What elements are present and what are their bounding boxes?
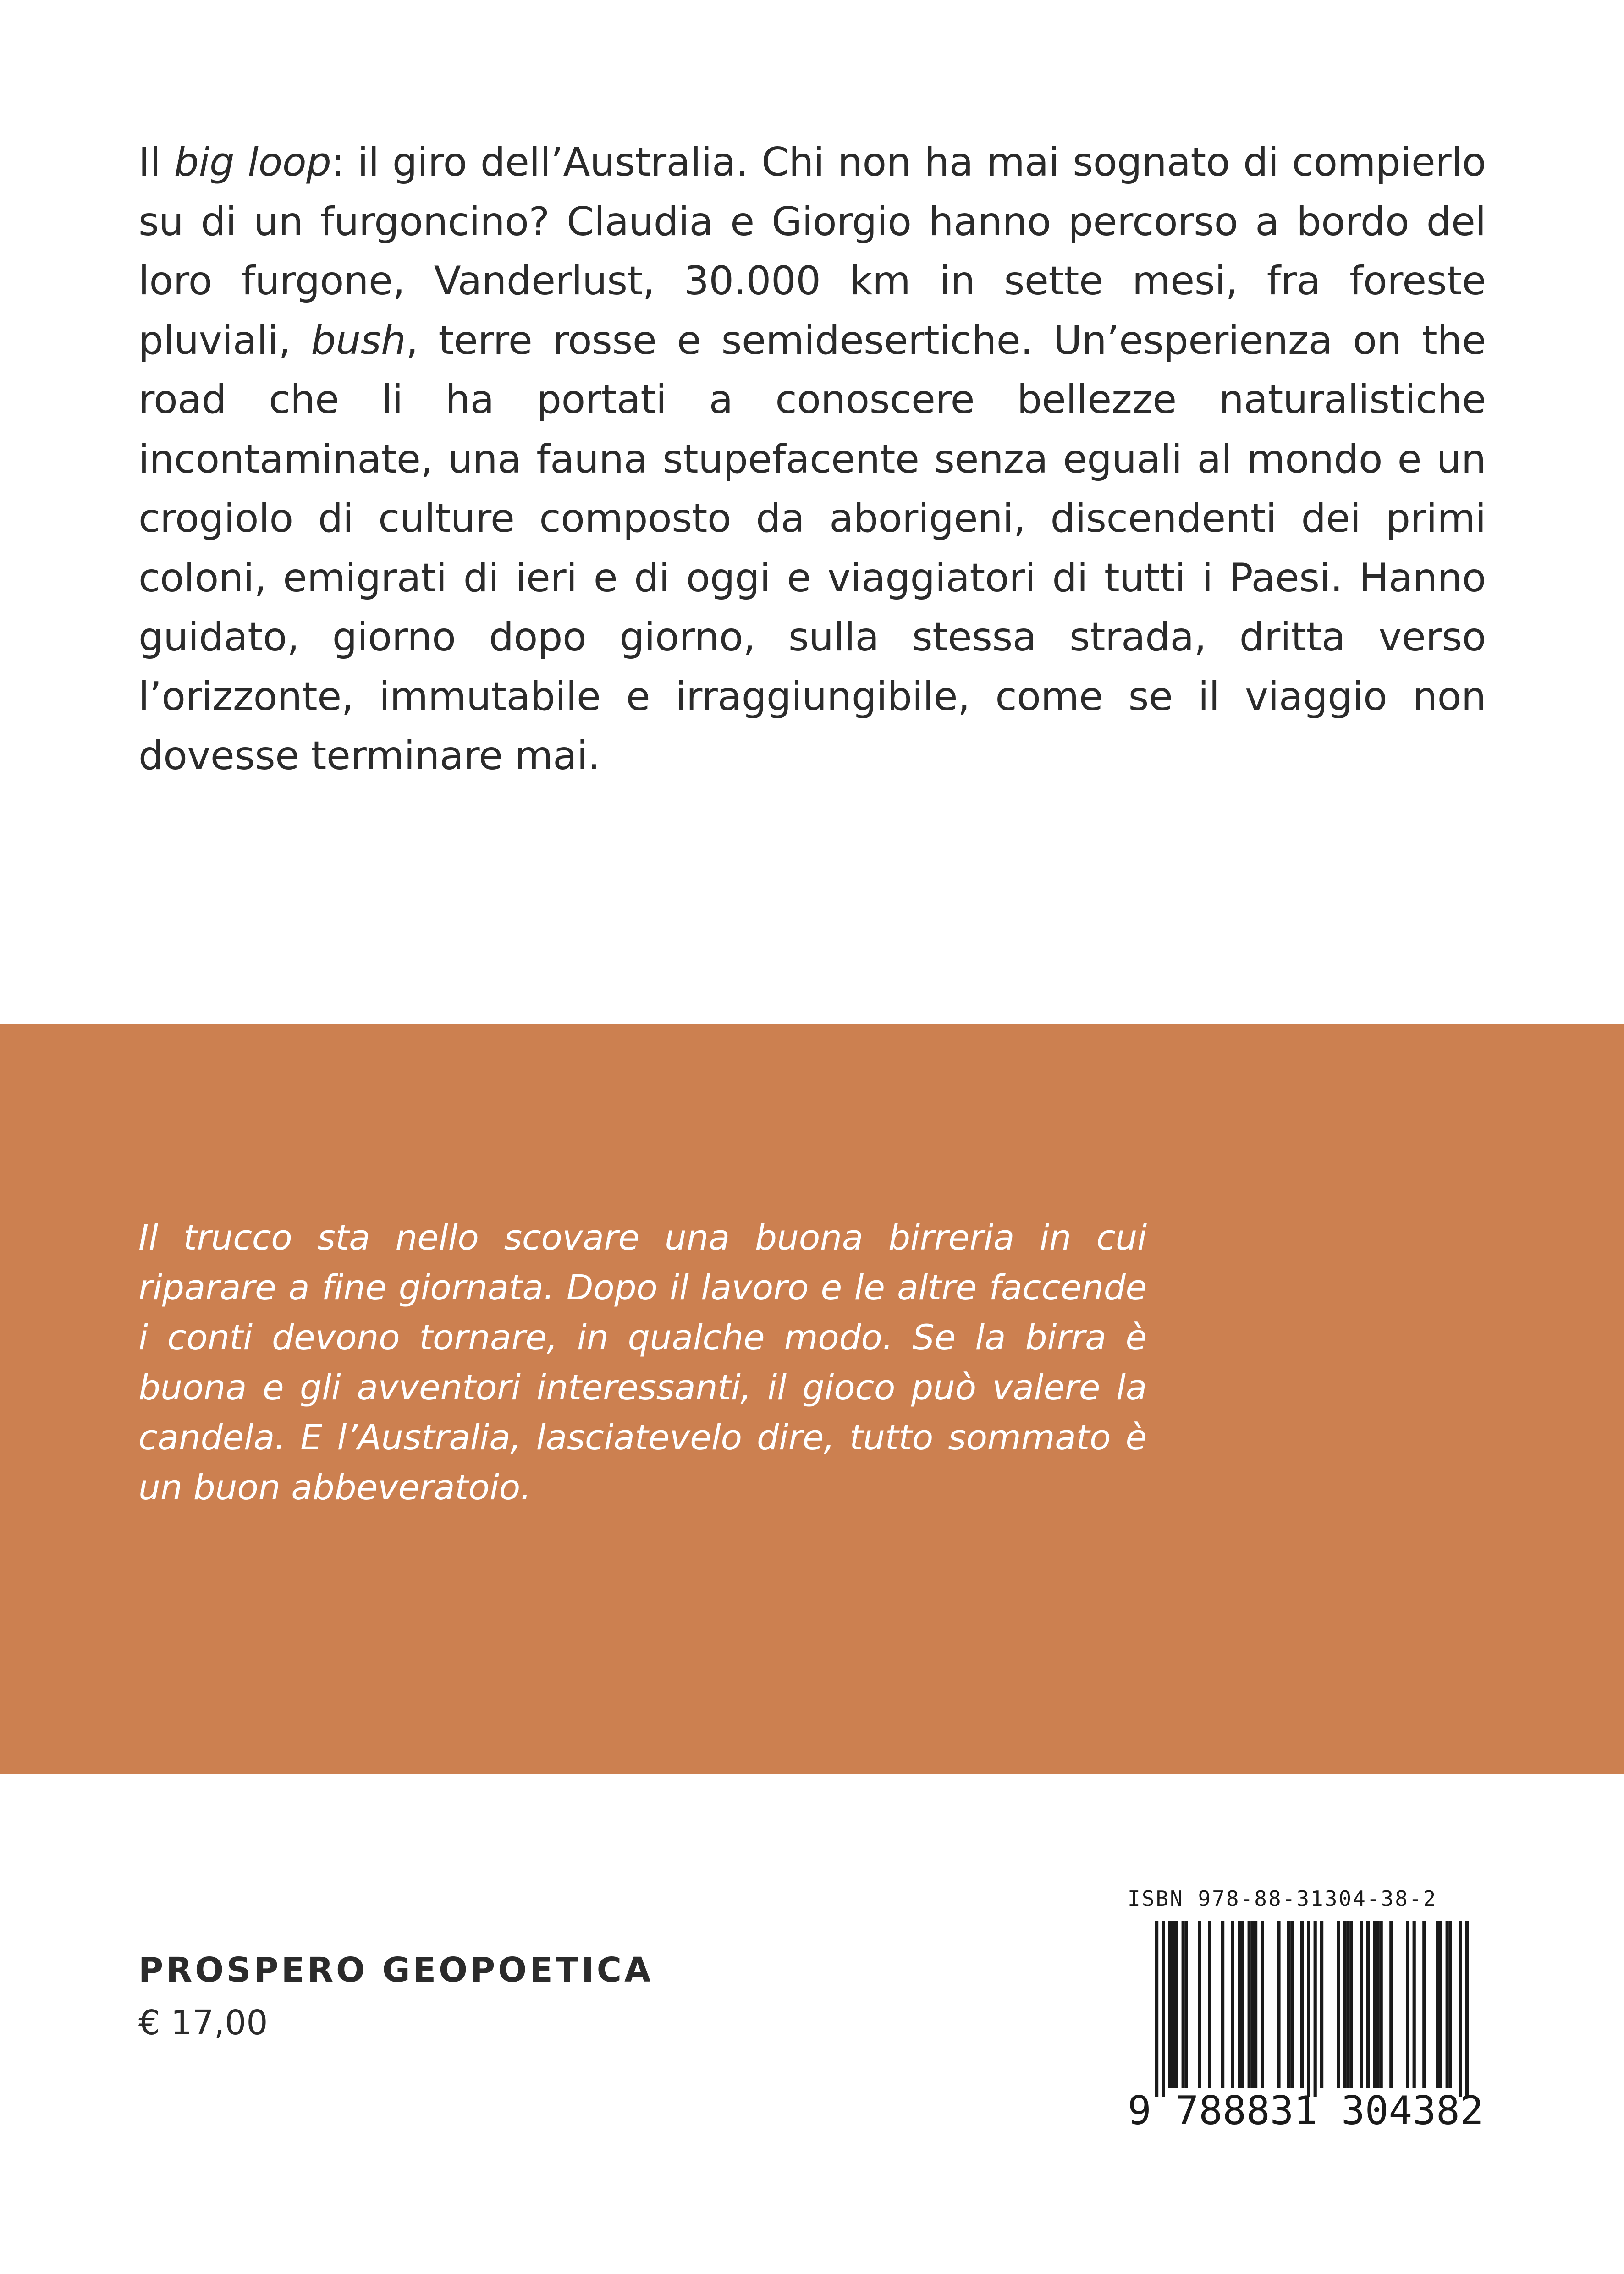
isbn-barcode-block [1128, 1886, 1508, 2143]
barcode-bar [1337, 1921, 1340, 2088]
barcode-bar [1175, 1921, 1178, 2088]
pull-quote: Il trucco sta nello scovare una buona birreria in cui riparare a fine giornata. Dopo il lavoro e le altre faccende i conti devono tornare, in qualche modo. Se la birra è buona e gli avventori interessanti, il gioco può valere la candela. E l’Australia, lasciatevelo dire, tutto sommato è un buon abbeveratoio. [138, 1217, 1147, 1508]
barcode-bar [1347, 1921, 1350, 2088]
barcode-bar [1238, 1921, 1241, 2088]
barcode-bar [1287, 1921, 1290, 2088]
barcode-bar [1221, 1921, 1224, 2088]
barcode-bar [1314, 1921, 1317, 2097]
blurb-italic-bush: bush [311, 317, 406, 363]
barcode-bar [1459, 1921, 1462, 2097]
barcode-bar [1422, 1921, 1426, 2088]
ean-digits: 9 788831 304382 [1128, 2088, 1484, 2134]
barcode-bar [1290, 1921, 1294, 2088]
barcode-bar [1254, 1921, 1257, 2088]
back-cover-blurb [138, 133, 1486, 786]
barcode-bar [1251, 1921, 1254, 2088]
barcode-bar [1155, 1921, 1158, 2097]
barcode-bar [1413, 1921, 1416, 2088]
barcode-bar [1446, 1921, 1449, 2088]
barcode-bar [1373, 1921, 1376, 2088]
barcode-bar [1406, 1921, 1409, 2088]
barcode-bar [1162, 1921, 1165, 2097]
barcode-bar [1350, 1921, 1353, 2088]
barcode-bar [1231, 1921, 1234, 2088]
publisher-name: PROSPERO GEOPOETICA [138, 1950, 654, 1990]
barcode-bar [1360, 1921, 1363, 2088]
barcode-bar [1366, 1921, 1370, 2088]
blurb-italic-big-loop: big loop [174, 139, 331, 185]
barcode-bar [1320, 1921, 1323, 2088]
blurb-text-1: Il [138, 139, 174, 185]
barcode-bar [1185, 1921, 1188, 2088]
barcode-bar [1449, 1921, 1452, 2088]
barcode-bar [1277, 1921, 1280, 2088]
blurb-text-2: : il giro dell’Australia. Chi non ha mai sognato di compierlo su di un furgoncino? Claudia e Giorgio hanno percorso a bordo del loro furgone, Vanderlust, 30.000 km in sette mesi, fra foreste pluviali, [138, 139, 1486, 363]
barcode-bar [1182, 1921, 1185, 2088]
barcode-bar [1168, 1921, 1172, 2088]
barcode-bar [1208, 1921, 1211, 2088]
barcode-bar [1465, 1921, 1469, 2097]
barcode-bar [1380, 1921, 1383, 2088]
blurb-text-3: , terre rosse e semidesertiche. Un’esperienza on the road che li ha portati a conoscere bellezze naturalistiche incontaminate, una fauna stupefacente senza eguali al mondo e un crogiolo di culture composto da aborigeni, discendenti dei primi coloni, emigrati di ieri e di oggi e viaggiatori di tutti i Paesi. Hanno guidato, giorno dopo giorno, sulla stessa strada, dritta verso l’orizzonte, immutabile e irraggiungibile, come se il viaggio non dovesse terminare mai. [138, 317, 1486, 779]
barcode-bar [1172, 1921, 1175, 2088]
isbn-label: ISBN 978-88-31304-38-2 [1128, 1886, 1437, 1911]
price-label: € 17,00 [138, 2003, 268, 2043]
barcode-bar [1248, 1921, 1251, 2088]
barcode-bar [1439, 1921, 1442, 2088]
barcode-bar [1300, 1921, 1304, 2088]
barcode-bar [1389, 1921, 1393, 2088]
barcode-bar [1261, 1921, 1264, 2088]
barcode-bar [1307, 1921, 1310, 2097]
barcode-bar [1241, 1921, 1244, 2088]
barcode-bar [1198, 1921, 1201, 2088]
barcode-bar [1436, 1921, 1439, 2088]
barcode-icon [1128, 1921, 1508, 2097]
barcode-bar [1343, 1921, 1346, 2088]
barcode-bar [1376, 1921, 1379, 2088]
